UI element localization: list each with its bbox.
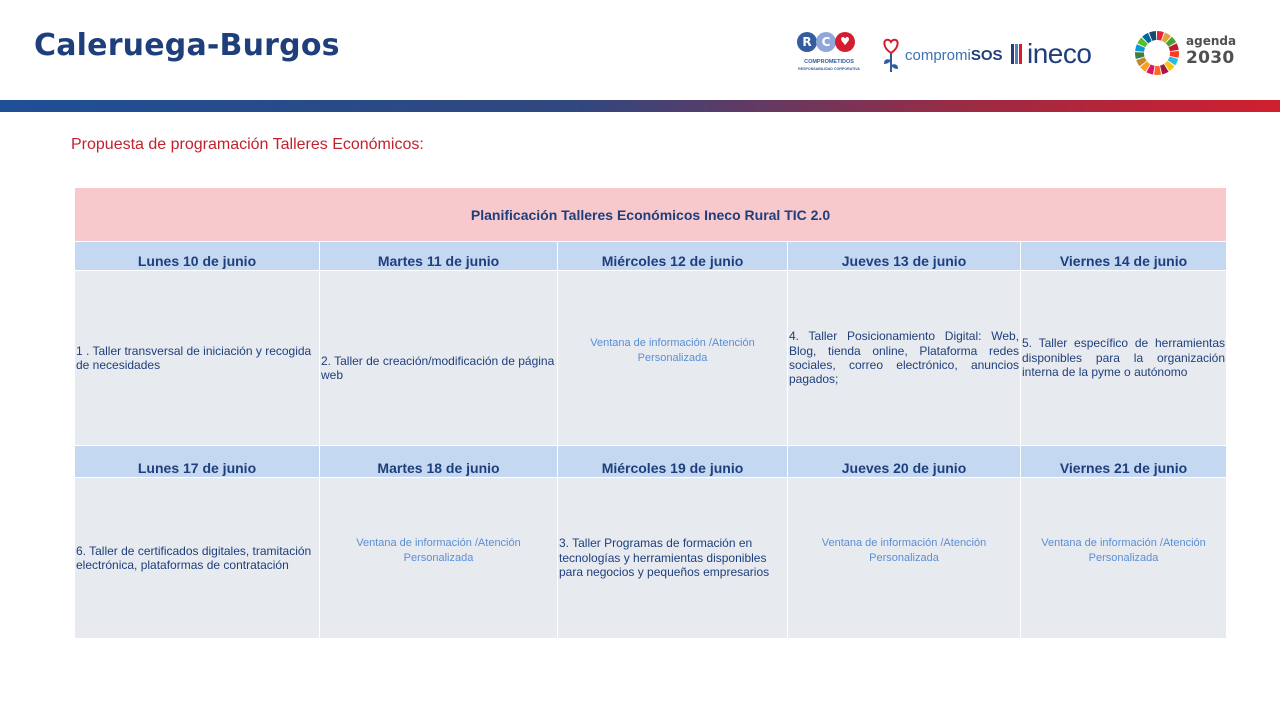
flower-heart-icon (879, 36, 903, 74)
rc-comprometidos-logo (797, 30, 861, 88)
compromisos-logo (879, 36, 1003, 74)
rc-c-circle: C (816, 32, 836, 52)
week-1-day-header-row (75, 242, 1227, 271)
day-header-tuesday-18: Martes 18 de junio (320, 446, 558, 478)
session-cell-monday-17 (75, 478, 320, 639)
compromisos-suffix: SOS (970, 46, 1003, 64)
session-text: 2. Taller de creación/modificación de página web (321, 353, 555, 382)
day-header-thursday-20: Jueves 20 de junio (788, 446, 1021, 478)
week-2-day-header-row (75, 446, 1227, 478)
session-text: 5. Taller específico de herramientas disponibles para la organización interna de la pyme o autónomo (1022, 336, 1226, 380)
service-cell-friday-21 (1021, 478, 1227, 639)
day-header-tuesday-11: Martes 11 de junio (320, 242, 558, 271)
schedule-title-row (75, 188, 1227, 242)
session-text: 4. Taller Posicionamiento Digital: Web, Blog, tienda online, Plataforma redes sociales, correo electrónico, anuncios pagados; (789, 329, 1019, 387)
sdg-wheel-segment (1170, 51, 1179, 58)
rc-r-circle: R (797, 32, 817, 52)
rc-logo-text: COMPROMETIDOS (804, 59, 854, 65)
ineco-stripe (1015, 44, 1018, 64)
session-cell-monday-10 (75, 271, 320, 446)
schedule-title: Planificación Talleres Económicos Ineco Rural TIC 2.0 (75, 188, 1227, 242)
service-window-text: Ventana de información /Atención Personalizada (821, 537, 987, 564)
service-cell-thursday-20 (788, 478, 1021, 639)
day-header-wednesday-19: Miércoles 19 de junio (558, 446, 788, 478)
session-text: 3. Taller Programas de formación en tecnologías y herramientas disponibles para negocios y pequeños empresarios (559, 536, 770, 580)
session-cell-wednesday-19 (558, 478, 788, 639)
session-text: 1 . Taller transversal de iniciación y recogida de necesidades (76, 343, 312, 372)
compromisos-prefix: compromi (905, 46, 971, 64)
compromisos-logo-text (905, 48, 1003, 63)
service-window-text: Ventana de información /Atención Personalizada (1041, 537, 1206, 564)
ineco-stripes-icon (1011, 44, 1023, 64)
day-header-friday-14: Viernes 14 de junio (1021, 242, 1227, 271)
ineco-stripe (1011, 44, 1014, 64)
service-cell-wednesday-12 (558, 271, 788, 446)
ineco-logo (1011, 40, 1091, 68)
header-gradient-bar (0, 100, 1280, 112)
day-header-monday-10: Lunes 10 de junio (75, 242, 320, 271)
service-cell-tuesday-18 (320, 478, 558, 639)
rc-initials (797, 30, 861, 58)
session-cell-thursday-13 (788, 271, 1021, 446)
session-text: 6. Taller de certificados digitales, tramitación electrónica, plataformas de contratación (76, 543, 312, 572)
agenda-word: agenda (1186, 34, 1237, 48)
partner-logos (0, 0, 1280, 100)
agenda-year: 2030 (1186, 48, 1235, 68)
session-cell-friday-14 (1021, 271, 1227, 446)
page-title: Caleruega-Burgos (34, 28, 340, 63)
service-window-text: Ventana de información /Atención Personalizada (356, 537, 521, 564)
rc-logo-subtext: RESPONSABILIDAD CORPORATIVA (798, 67, 860, 71)
service-window-text: Ventana de información /Atención Personalizada (590, 337, 755, 364)
day-header-thursday-13: Jueves 13 de junio (788, 242, 1021, 271)
heart-face-icon: ♥ (835, 32, 855, 52)
session-cell-tuesday-11 (320, 271, 558, 446)
week-2-session-row (75, 478, 1227, 639)
agenda-2030-logo (1134, 30, 1237, 76)
sdg-wheel-segment (1154, 66, 1161, 75)
day-header-monday-17: Lunes 17 de junio (75, 446, 320, 478)
agenda-logo-text (1186, 35, 1236, 67)
day-header-friday-21: Viernes 21 de junio (1021, 446, 1227, 478)
section-subtitle: Propuesta de programación Talleres Económicos: (71, 136, 424, 153)
day-header-wednesday-12: Miércoles 12 de junio (558, 242, 788, 271)
sdg-wheel-icon (1134, 30, 1180, 76)
ineco-stripe (1019, 44, 1022, 64)
ineco-logo-text: ineco (1027, 38, 1092, 69)
schedule-table (74, 187, 1227, 639)
week-1-session-row (75, 271, 1227, 446)
